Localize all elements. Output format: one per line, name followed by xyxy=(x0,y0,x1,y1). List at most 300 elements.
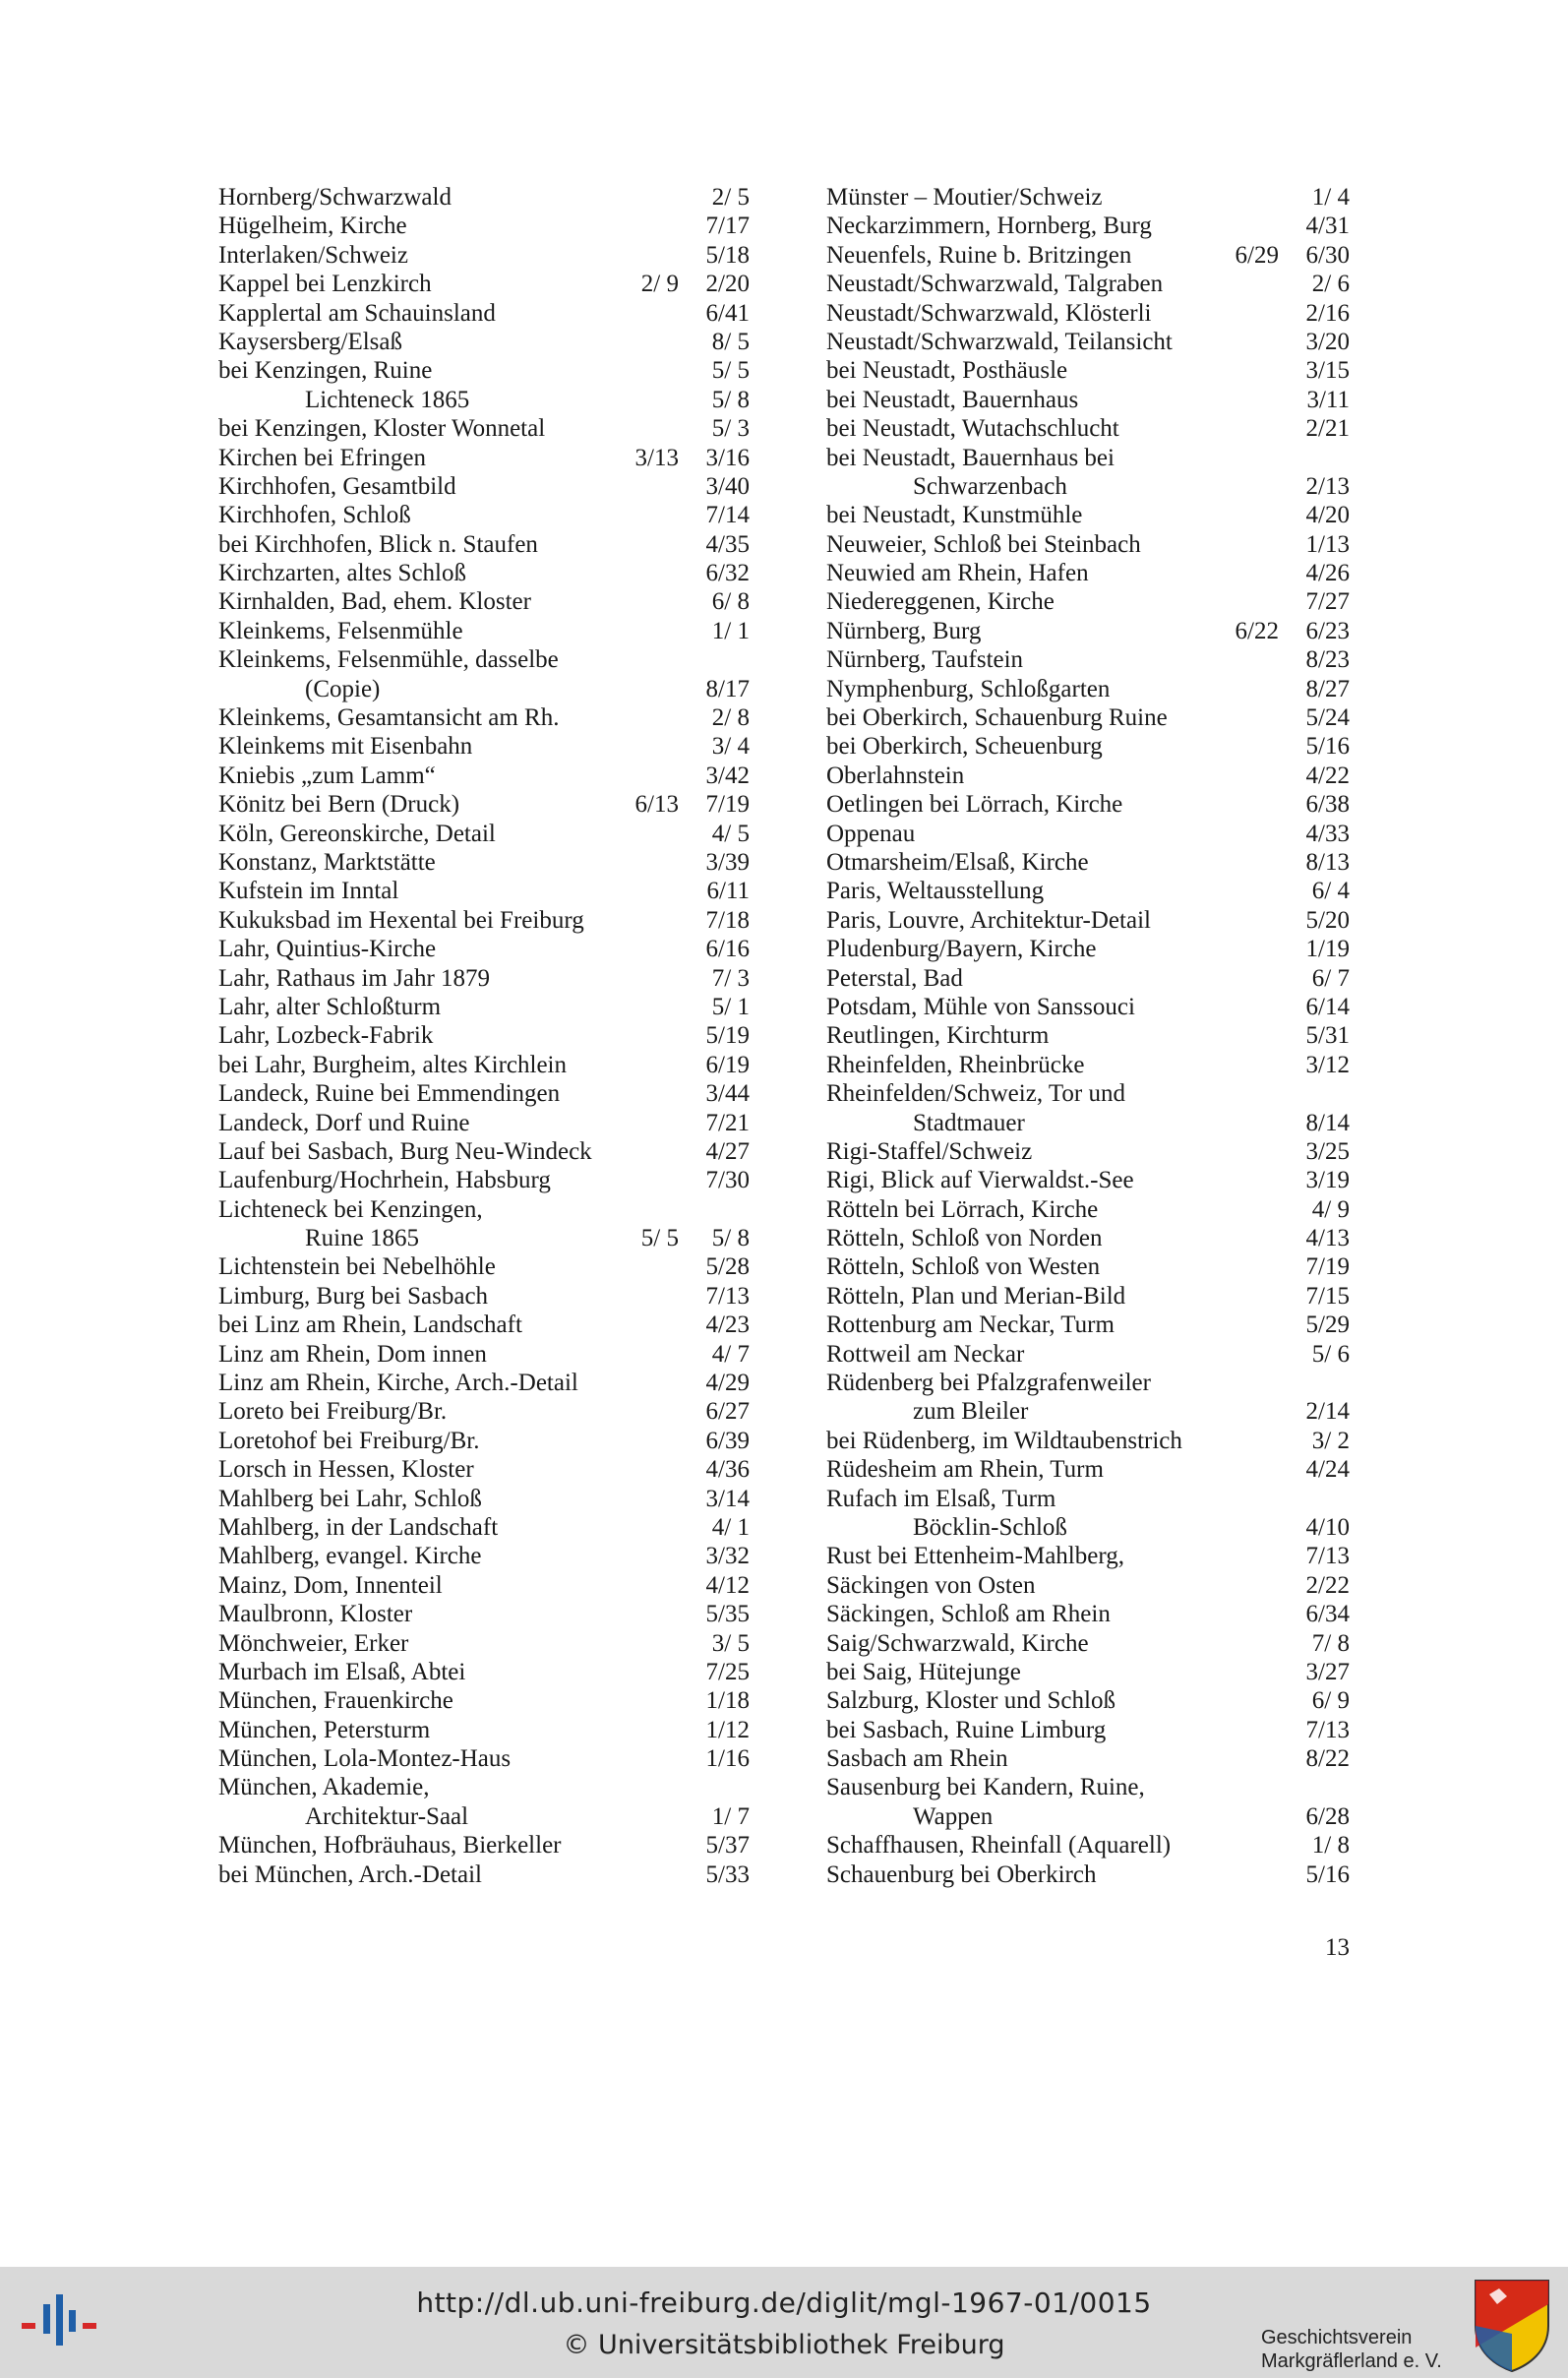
entry-title: München, Hofbräuhaus, Bierkeller xyxy=(218,1832,562,1860)
index-entry xyxy=(218,1252,750,1281)
index-entry xyxy=(218,1716,750,1744)
entry-title: Nürnberg, Burg xyxy=(826,617,982,644)
index-entry xyxy=(826,1802,1350,1831)
index-entry xyxy=(826,1224,1350,1252)
index-entry xyxy=(826,1369,1350,1397)
entry-title: Kleinkems, Felsenmühle xyxy=(218,617,463,644)
index-entry xyxy=(218,444,750,472)
index-entry xyxy=(826,1137,1350,1166)
index-entry xyxy=(218,645,750,674)
index-entry xyxy=(218,732,750,761)
index-entry xyxy=(218,241,750,270)
entry-ref: 6/ 4 xyxy=(1311,878,1350,905)
index-entry xyxy=(218,1282,750,1311)
entry-title: München, Petersturm xyxy=(218,1716,431,1743)
entry-ref: 6/19 xyxy=(705,1051,750,1078)
entry-ref: 3/15 xyxy=(1305,357,1350,385)
entry-title: Rigi-Staffel/Schweiz xyxy=(826,1137,1033,1165)
entry-title: Hornberg/Schwarzwald xyxy=(218,184,452,211)
entry-title: Rötteln bei Lörrach, Kirche xyxy=(826,1195,1099,1223)
entry-ref: 3/32 xyxy=(705,1543,750,1570)
entry-title: bei Neustadt, Wutachschlucht xyxy=(826,415,1119,443)
entry-title: Rottweil am Neckar xyxy=(826,1340,1025,1368)
index-entry xyxy=(826,183,1350,212)
entry-ref: 2/16 xyxy=(1305,299,1350,327)
index-entry xyxy=(218,790,750,819)
entry-ref: 2/20 xyxy=(705,271,750,298)
entry-title: Potsdam, Mühle von Sanssouci xyxy=(826,993,1135,1020)
index-entry xyxy=(826,1166,1350,1194)
entry-title: Lauf bei Sasbach, Burg Neu-Windeck xyxy=(218,1137,592,1165)
entry-title: Lichteneck 1865 xyxy=(305,386,470,413)
index-entry xyxy=(826,1831,1350,1860)
entry-ref: 6/16 xyxy=(705,936,750,963)
index-entry xyxy=(218,1397,750,1426)
entry-title: bei Rüdenberg, im Wildtaubenstrich xyxy=(826,1427,1182,1454)
index-entry xyxy=(218,848,750,877)
index-entry xyxy=(218,703,750,732)
entry-title: Sasbach am Rhein xyxy=(826,1745,1008,1773)
entry-ref: 4/27 xyxy=(705,1137,750,1165)
entry-title: Rheinfelden/Schweiz, Tor und xyxy=(826,1080,1125,1108)
index-entry xyxy=(826,270,1350,298)
index-entry xyxy=(218,877,750,905)
entry-title: Loretohof bei Freiburg/Br. xyxy=(218,1427,480,1454)
entry-title: Interlaken/Schweiz xyxy=(218,241,408,269)
index-entry xyxy=(826,1051,1350,1079)
entry-title: Nürnberg, Taufstein xyxy=(826,646,1024,674)
entry-title: Limburg, Burg bei Sasbach xyxy=(218,1282,489,1310)
entry-ref: 8/17 xyxy=(705,675,750,702)
entry-title: Kleinkems mit Eisenbahn xyxy=(218,733,473,761)
entry-ref: 6/39 xyxy=(705,1427,750,1454)
index-entry xyxy=(826,703,1350,732)
entry-ref: 6/28 xyxy=(1305,1802,1350,1830)
entry-ref: 5/37 xyxy=(705,1832,750,1860)
index-entry xyxy=(218,1224,750,1252)
entry-ref: 1/ 4 xyxy=(1311,184,1350,211)
entry-title: (Copie) xyxy=(305,675,381,702)
entry-title: Maulbronn, Kloster xyxy=(218,1601,413,1628)
index-entry xyxy=(218,1137,750,1166)
index-entry xyxy=(826,386,1350,414)
index-entry xyxy=(826,1542,1350,1570)
entry-title: Neuweier, Schloß bei Steinbach xyxy=(826,530,1141,558)
entry-title: Landeck, Dorf und Ruine xyxy=(218,1109,470,1136)
index-entry xyxy=(826,444,1350,472)
entry-ref: 5/ 3 xyxy=(711,415,750,443)
index-entry xyxy=(826,1252,1350,1281)
entry-ref: 5/19 xyxy=(705,1022,750,1050)
index-entry xyxy=(218,356,750,385)
entry-ref: 4/31 xyxy=(1305,213,1350,240)
entry-ref: 6/38 xyxy=(1305,791,1350,819)
index-entry xyxy=(218,299,750,328)
index-entry xyxy=(218,1427,750,1455)
entry-title: Lorsch in Hessen, Kloster xyxy=(218,1456,474,1484)
index-entry xyxy=(218,906,750,935)
entry-ref: 8/ 5 xyxy=(711,328,750,355)
index-entry xyxy=(218,530,750,559)
entry-ref: 1/ 1 xyxy=(711,617,750,644)
entry-ref: 7/14 xyxy=(705,502,750,529)
entry-ref: 5/16 xyxy=(1305,1860,1350,1888)
entry-ref: 6/11 xyxy=(706,878,750,905)
entry-title: Otmarsheim/Elsaß, Kirche xyxy=(826,848,1089,876)
entry-ref: 1/12 xyxy=(705,1716,750,1743)
entry-title: Pludenburg/Bayern, Kirche xyxy=(826,936,1097,963)
entry-title: bei Kirchhofen, Blick n. Staufen xyxy=(218,530,538,558)
entry-title: Ruine 1865 xyxy=(305,1225,419,1252)
entry-title: bei Kenzingen, Kloster Wonnetal xyxy=(218,415,546,443)
entry-title: München, Frauenkirche xyxy=(218,1687,453,1715)
entry-ref: 4/ 9 xyxy=(1311,1195,1350,1223)
entry-title: Rigi, Blick auf Vierwaldst.-See xyxy=(826,1167,1134,1194)
index-entry xyxy=(826,1109,1350,1137)
index-column-left xyxy=(218,183,750,1889)
entry-title: Kirchhofen, Schloß xyxy=(218,502,411,529)
entry-title: bei Neustadt, Bauernhaus xyxy=(826,386,1079,413)
index-entry xyxy=(218,183,750,212)
entry-title: Kirchen bei Efringen xyxy=(218,444,427,471)
entry-title: Loreto bei Freiburg/Br. xyxy=(218,1398,448,1426)
entry-ref: 4/20 xyxy=(1305,502,1350,529)
index-column-right xyxy=(826,183,1350,1889)
entry-ref: 4/ 5 xyxy=(711,820,750,847)
index-entry xyxy=(218,1485,750,1513)
entry-title: Rötteln, Plan und Merian-Bild xyxy=(826,1282,1126,1310)
index-entry xyxy=(826,1455,1350,1484)
entry-title: Kirchhofen, Gesamtbild xyxy=(218,472,456,500)
entry-title: Kleinkems, Felsenmühle, dasselbe xyxy=(218,646,559,674)
entry-ref: 4/26 xyxy=(1305,560,1350,587)
entry-title: Paris, Louvre, Architektur-Detail xyxy=(826,906,1151,934)
entry-ref: 8/22 xyxy=(1305,1745,1350,1773)
entry-ref: 8/23 xyxy=(1305,646,1350,674)
entry-title: Reutlingen, Kirchturm xyxy=(826,1022,1050,1050)
index-entry xyxy=(826,1397,1350,1426)
index-entry xyxy=(826,993,1350,1021)
entry-title: Schauenburg bei Oberkirch xyxy=(826,1860,1097,1888)
footer-url[interactable]: http://dl.ub.uni-freiburg.de/diglit/mgl-1967-01/0015 xyxy=(416,2287,1152,2319)
entry-ref: 2/13 xyxy=(1305,472,1350,500)
index-entry xyxy=(218,328,750,356)
index-entry xyxy=(218,1051,750,1079)
index-entry xyxy=(218,993,750,1021)
entry-title: Neuwied am Rhein, Hafen xyxy=(826,560,1089,587)
entry-ref: 3/40 xyxy=(705,472,750,500)
index-entry xyxy=(826,732,1350,761)
index-entry xyxy=(826,848,1350,877)
entry-ref: 5/ 6 xyxy=(1311,1340,1350,1368)
entry-title: Mönchweier, Erker xyxy=(218,1629,409,1657)
entry-title: bei Lahr, Burgheim, altes Kirchlein xyxy=(218,1051,567,1078)
index-entry xyxy=(826,820,1350,848)
entry-title: Linz am Rhein, Dom innen xyxy=(218,1340,487,1368)
index-entry xyxy=(826,530,1350,559)
index-entry xyxy=(826,587,1350,616)
entry-ref: 3/ 5 xyxy=(711,1629,750,1657)
entry-ref: 5/35 xyxy=(705,1601,750,1628)
entry-ref: 1/13 xyxy=(1305,530,1350,558)
entry-title: Lahr, alter Schloßturm xyxy=(218,993,442,1020)
index-entry xyxy=(218,1021,750,1050)
index-entry xyxy=(218,1513,750,1542)
entry-ref: 7/30 xyxy=(705,1167,750,1194)
entry-ref: 7/ 3 xyxy=(711,964,750,992)
entry-title: Kleinkems, Gesamtansicht am Rh. xyxy=(218,704,560,732)
entry-ref: 6/32 xyxy=(705,560,750,587)
index-entry xyxy=(218,675,750,703)
index-entry xyxy=(218,1109,750,1137)
index-entry xyxy=(218,964,750,993)
entry-ref: 2/ 6 xyxy=(1311,271,1350,298)
entry-title: Lahr, Quintius-Kirche xyxy=(218,936,437,963)
index-entry xyxy=(218,472,750,501)
entry-title: bei Neustadt, Posthäusle xyxy=(826,357,1068,385)
entry-ref-secondary: 3/13 xyxy=(634,444,679,471)
index-entry xyxy=(218,1600,750,1628)
entry-ref: 4/23 xyxy=(705,1311,750,1339)
entry-ref: 7/19 xyxy=(1305,1253,1350,1281)
entry-title: Hügelheim, Kirche xyxy=(218,213,407,240)
entry-title: Rötteln, Schloß von Norden xyxy=(826,1225,1103,1252)
entry-title: Kufstein im Inntal xyxy=(218,878,399,905)
index-entry xyxy=(826,762,1350,790)
index-entry xyxy=(218,414,750,443)
entry-ref: 4/36 xyxy=(705,1456,750,1484)
index-entry xyxy=(826,1571,1350,1600)
entry-title: Stadtmauer xyxy=(913,1109,1025,1136)
entry-title: Köln, Gereonskirche, Detail xyxy=(218,820,496,847)
entry-title: Niedereggenen, Kirche xyxy=(826,588,1055,616)
entry-ref: 7/13 xyxy=(1305,1543,1350,1570)
entry-ref: 5/ 8 xyxy=(711,386,750,413)
entry-title: München, Akademie, xyxy=(218,1774,430,1801)
entry-ref: 5/24 xyxy=(1305,704,1350,732)
entry-ref: 4/24 xyxy=(1305,1456,1350,1484)
index-entry xyxy=(826,1513,1350,1542)
index-entry xyxy=(218,1629,750,1658)
entry-ref: 6/14 xyxy=(1305,993,1350,1020)
index-entry xyxy=(826,877,1350,905)
index-entry xyxy=(826,414,1350,443)
entry-title: Oetlingen bei Lörrach, Kirche xyxy=(826,791,1123,819)
entry-title: Linz am Rhein, Kirche, Arch.-Detail xyxy=(218,1370,578,1397)
entry-ref: 7/21 xyxy=(705,1109,750,1136)
index-entry xyxy=(218,1542,750,1570)
entry-title: Rüdesheim am Rhein, Turm xyxy=(826,1456,1104,1484)
entry-title: Architektur-Saal xyxy=(305,1802,469,1830)
entry-ref: 7/19 xyxy=(705,791,750,819)
entry-title: bei Sasbach, Ruine Limburg xyxy=(826,1716,1107,1743)
index-entry xyxy=(218,1744,750,1773)
society-line-2: Markgräflerland e. V. xyxy=(1261,2350,1442,2372)
index-entry xyxy=(826,1340,1350,1369)
entry-ref: 3/25 xyxy=(1305,1137,1350,1165)
index-entry xyxy=(826,1658,1350,1686)
entry-title: Kirchzarten, altes Schloß xyxy=(218,560,466,587)
entry-title: Säckingen von Osten xyxy=(826,1571,1036,1599)
entry-ref-secondary: 6/22 xyxy=(1235,617,1279,644)
index-entry xyxy=(218,1166,750,1194)
entry-ref: 7/18 xyxy=(705,906,750,934)
entry-ref: 4/35 xyxy=(705,530,750,558)
entry-ref: 2/ 5 xyxy=(711,184,750,211)
footer-bar xyxy=(0,2267,1568,2378)
entry-ref: 3/27 xyxy=(1305,1658,1350,1685)
entry-ref: 6/34 xyxy=(1305,1601,1350,1628)
entry-ref: 8/14 xyxy=(1305,1109,1350,1136)
entry-ref: 5/ 8 xyxy=(711,1225,750,1252)
index-entry xyxy=(826,328,1350,356)
entry-title: Saig/Schwarzwald, Kirche xyxy=(826,1629,1089,1657)
entry-ref: 4/ 1 xyxy=(711,1513,750,1541)
index-entry xyxy=(218,1455,750,1484)
entry-ref-secondary: 2/ 9 xyxy=(640,271,679,298)
entry-title: Rötteln, Schloß von Westen xyxy=(826,1253,1101,1281)
index-entry xyxy=(218,617,750,645)
entry-ref: 1/ 7 xyxy=(711,1802,750,1830)
index-entry xyxy=(826,1485,1350,1513)
entry-ref: 5/20 xyxy=(1305,906,1350,934)
entry-ref: 1/18 xyxy=(705,1687,750,1715)
entry-title: bei Kenzingen, Ruine xyxy=(218,357,433,385)
entry-ref: 6/ 8 xyxy=(711,588,750,616)
entry-title: Kappel bei Lenzkirch xyxy=(218,271,432,298)
index-entry xyxy=(826,501,1350,529)
entry-title: Kapplertal am Schauinsland xyxy=(218,299,496,327)
index-entry xyxy=(218,587,750,616)
index-entry xyxy=(218,1860,750,1889)
index-entry xyxy=(218,1340,750,1369)
entry-ref: 3/ 2 xyxy=(1311,1427,1350,1454)
entry-ref: 7/17 xyxy=(705,213,750,240)
entry-ref: 3/16 xyxy=(705,444,750,471)
entry-title: Neustadt/Schwarzwald, Talgraben xyxy=(826,271,1164,298)
entry-title: Wappen xyxy=(913,1802,994,1830)
entry-ref: 2/14 xyxy=(1305,1398,1350,1426)
entry-title: bei Saig, Hütejunge xyxy=(826,1658,1021,1685)
index-entry xyxy=(218,1571,750,1600)
index-entry xyxy=(218,1831,750,1860)
entry-title: bei Linz am Rhein, Landschaft xyxy=(218,1311,522,1339)
index-entry xyxy=(218,1658,750,1686)
entry-ref: 5/16 xyxy=(1305,733,1350,761)
index-entry xyxy=(826,1195,1350,1224)
entry-title: bei Neustadt, Kunstmühle xyxy=(826,502,1083,529)
page-number: 13 xyxy=(1325,1934,1350,1961)
index-entry xyxy=(218,386,750,414)
index-entry xyxy=(826,212,1350,240)
entry-title: Rheinfelden, Rheinbrücke xyxy=(826,1051,1085,1078)
index-entry xyxy=(218,1195,750,1224)
entry-title: Kniebis „zum Lamm“ xyxy=(218,762,436,789)
index-entry xyxy=(826,935,1350,963)
entry-ref: 2/22 xyxy=(1305,1571,1350,1599)
entry-title: Rüdenberg bei Pfalzgrafenweiler xyxy=(826,1370,1151,1397)
entry-title: Kukuksbad im Hexental bei Freiburg xyxy=(218,906,584,934)
entry-title: Kaysersberg/Elsaß xyxy=(218,328,402,355)
entry-ref: 6/27 xyxy=(705,1398,750,1426)
entry-title: Neustadt/Schwarzwald, Teilansicht xyxy=(826,328,1173,355)
entry-title: Säckingen, Schloß am Rhein xyxy=(826,1601,1111,1628)
entry-title: Schwarzenbach xyxy=(913,472,1067,500)
entry-ref: 3/ 4 xyxy=(711,733,750,761)
entry-title: Murbach im Elsaß, Abtei xyxy=(218,1658,466,1685)
entry-ref: 7/13 xyxy=(705,1282,750,1310)
entry-ref: 3/19 xyxy=(1305,1167,1350,1194)
entry-title: bei Oberkirch, Scheuenburg xyxy=(826,733,1103,761)
entry-title: Lahr, Lozbeck-Fabrik xyxy=(218,1022,434,1050)
entry-title: Könitz bei Bern (Druck) xyxy=(218,791,460,819)
coat-of-arms-icon xyxy=(1470,2275,1554,2373)
index-entry xyxy=(826,790,1350,819)
entry-ref: 4/33 xyxy=(1305,820,1350,847)
entry-title: Rufach im Elsaß, Turm xyxy=(826,1485,1056,1512)
entry-title: Neuenfels, Ruine b. Britzingen xyxy=(826,241,1132,269)
index-entry xyxy=(826,1311,1350,1339)
index-entry xyxy=(218,501,750,529)
entry-title: Münster – Moutier/Schweiz xyxy=(826,184,1103,211)
index-entry xyxy=(826,675,1350,703)
entry-ref: 8/13 xyxy=(1305,848,1350,876)
entry-ref: 4/10 xyxy=(1305,1513,1350,1541)
index-entry xyxy=(826,241,1350,270)
index-entry xyxy=(218,1369,750,1397)
entry-ref: 7/ 8 xyxy=(1311,1629,1350,1657)
entry-ref: 3/42 xyxy=(705,762,750,789)
index-entry xyxy=(826,356,1350,385)
entry-ref: 5/31 xyxy=(1305,1022,1350,1050)
entry-ref: 5/18 xyxy=(705,241,750,269)
index-entry xyxy=(826,1773,1350,1801)
entry-ref: 4/22 xyxy=(1305,762,1350,789)
entry-ref: 5/28 xyxy=(705,1253,750,1281)
entry-ref: 3/39 xyxy=(705,848,750,876)
index-entry xyxy=(826,1744,1350,1773)
index-entry xyxy=(218,762,750,790)
entry-title: Böcklin-Schloß xyxy=(913,1513,1067,1541)
entry-title: Sausenburg bei Kandern, Ruine, xyxy=(826,1774,1145,1801)
index-entry xyxy=(826,1716,1350,1744)
index-entry xyxy=(826,1860,1350,1889)
index-entry xyxy=(826,1079,1350,1108)
entry-title: München, Lola-Montez-Haus xyxy=(218,1745,512,1773)
entry-ref: 3/20 xyxy=(1305,328,1350,355)
index-entry xyxy=(826,1427,1350,1455)
index-entry xyxy=(826,964,1350,993)
entry-ref: 1/16 xyxy=(705,1745,750,1773)
index-entry xyxy=(826,1282,1350,1311)
index-entry xyxy=(826,645,1350,674)
entry-ref: 5/ 1 xyxy=(711,993,750,1020)
entry-title: Lichteneck bei Kenzingen, xyxy=(218,1195,483,1223)
entry-ref: 3/11 xyxy=(1306,386,1350,413)
index-entry xyxy=(218,1079,750,1108)
index-entry xyxy=(826,472,1350,501)
entry-ref: 8/27 xyxy=(1305,675,1350,702)
entry-ref: 3/14 xyxy=(705,1485,750,1512)
index-entry xyxy=(826,617,1350,645)
index-entry xyxy=(218,1311,750,1339)
entry-title: Nymphenburg, Schloßgarten xyxy=(826,675,1111,702)
entry-title: Neustadt/Schwarzwald, Klösterli xyxy=(826,299,1152,327)
entry-title: bei Neustadt, Bauernhaus bei xyxy=(826,444,1115,471)
entry-ref: 2/21 xyxy=(1305,415,1350,443)
entry-title: Oppenau xyxy=(826,820,916,847)
index-entry xyxy=(826,1686,1350,1715)
